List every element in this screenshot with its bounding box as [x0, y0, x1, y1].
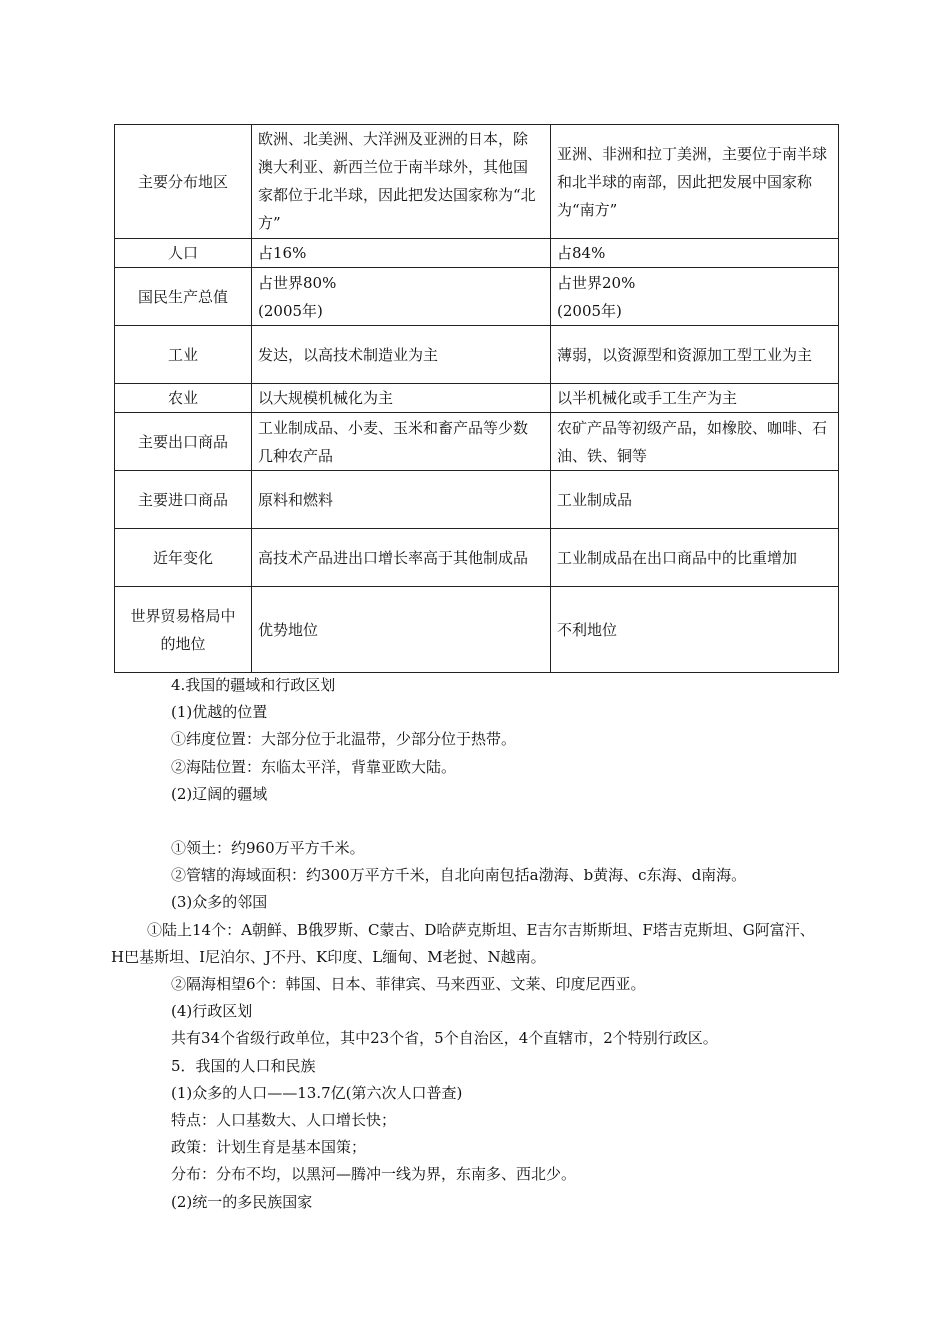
- paragraph: 分布：分布不均，以黑河—腾冲一线为界，东南多、西北少。: [171, 1165, 577, 1184]
- developed-cell: [252, 268, 551, 326]
- table-row: [115, 384, 839, 413]
- paragraph: 政策：计划生育是基本国策；: [171, 1138, 367, 1157]
- table-row: [115, 471, 839, 529]
- developing-cell: 以半机械化或手工生产为主: [551, 384, 839, 413]
- comparison-table: [114, 124, 839, 673]
- row-label: 主要进口商品: [115, 471, 252, 529]
- developing-cell: 不利地位: [551, 587, 839, 673]
- developing-cell: 农矿产品等初级产品，如橡胶、咖啡、石油、铁、铜等: [551, 413, 839, 471]
- paragraph: ②海陆位置：东临太平洋，背靠亚欧大陆。: [171, 757, 457, 776]
- developed-cell: 欧洲、北美洲、大洋洲及亚洲的日本，除澳大利亚、新西兰位于南半球外，其他国家都位于北半球，因此把发达国家称为“北方”: [252, 125, 551, 239]
- subsection-title: (2)统一的多民族国家: [171, 1192, 313, 1211]
- row-label: 世界贸易格局中的地位: [115, 587, 252, 673]
- body-text: [111, 672, 825, 1216]
- row-label: 人口: [115, 239, 252, 268]
- developing-cell: [551, 268, 839, 326]
- row-label: 国民生产总值: [115, 268, 252, 326]
- developed-cell: 原料和燃料: [252, 471, 551, 529]
- paragraph: ①陆上14个：A朝鲜、B俄罗斯、C蒙古、D哈萨克斯坦、E吉尔吉斯斯坦、F塔吉克斯坦、G阿富汗、H巴基斯坦、I尼泊尔、J不丹、K印度、L缅甸、M老挝、N越南。: [111, 920, 815, 966]
- table-row: [115, 529, 839, 587]
- developing-cell: 工业制成品在出口商品中的比重增加: [551, 529, 839, 587]
- section-title: 4.我国的疆域和行政区划: [171, 676, 336, 694]
- developed-cell: 发达，以高技术制造业为主: [252, 326, 551, 384]
- paragraph: 共有34个省级行政单位，其中23个省，5个自治区，4个直辖市，2个特别行政区。: [171, 1029, 718, 1048]
- table-row: [115, 239, 839, 268]
- table-row: [115, 587, 839, 673]
- developed-cell: 高技术产品进出口增长率高于其他制成品: [252, 529, 551, 587]
- table-row: [115, 413, 839, 471]
- developed-cell: 优势地位: [252, 587, 551, 673]
- row-label: 主要分布地区: [115, 125, 252, 239]
- developed-cell: 占16%: [252, 239, 551, 268]
- subsection-title: (2)辽阔的疆域: [171, 784, 268, 803]
- row-label: 工业: [115, 326, 252, 384]
- table-row: [115, 326, 839, 384]
- developing-year: (2005年): [557, 301, 622, 320]
- developed-cell: 工业制成品、小麦、玉米和畜产品等少数几种农产品: [252, 413, 551, 471]
- row-label: 农业: [115, 384, 252, 413]
- row-label: 主要出口商品: [115, 413, 252, 471]
- paragraph: ①纬度位置：大部分位于北温带，少部分位于热带。: [171, 730, 517, 749]
- subsection-title: (4)行政区划: [171, 1002, 253, 1021]
- developing-cell: 工业制成品: [551, 471, 839, 529]
- subsection-title: (3)众多的邻国: [171, 893, 268, 912]
- paragraph: ②隔海相望6个：韩国、日本、菲律宾、马来西亚、文莱、印度尼西亚。: [171, 975, 646, 994]
- table-row: [115, 125, 839, 239]
- developing-cell: 占84%: [551, 239, 839, 268]
- developed-cell: 以大规模机械化为主: [252, 384, 551, 413]
- developing-cell: 薄弱，以资源型和资源加工型工业为主: [551, 326, 839, 384]
- paragraph: 特点：人口基数大、人口增长快；: [171, 1111, 397, 1130]
- developing-cell: 亚洲、非洲和拉丁美洲，主要位于南半球和北半球的南部，因此把发展中国家称为“南方”: [551, 125, 839, 239]
- row-label: 近年变化: [115, 529, 252, 587]
- subsection-title: (1)优越的位置: [171, 703, 268, 722]
- developed-year: (2005年): [258, 301, 323, 320]
- developed-value: 占世界80%: [258, 273, 337, 292]
- table-row: [115, 268, 839, 326]
- developing-value: 占世界20%: [557, 273, 636, 292]
- paragraph: ②管辖的海域面积：约300万平方千米，自北向南包括a渤海、b黄海、c东海、d南海。: [171, 866, 747, 885]
- subsection-title: (1)众多的人口——13.7亿(第六次人口普查): [171, 1083, 463, 1102]
- section-title: 5．我国的人口和民族: [171, 1056, 316, 1075]
- paragraph: ①领土：约960万平方千米。: [171, 839, 365, 858]
